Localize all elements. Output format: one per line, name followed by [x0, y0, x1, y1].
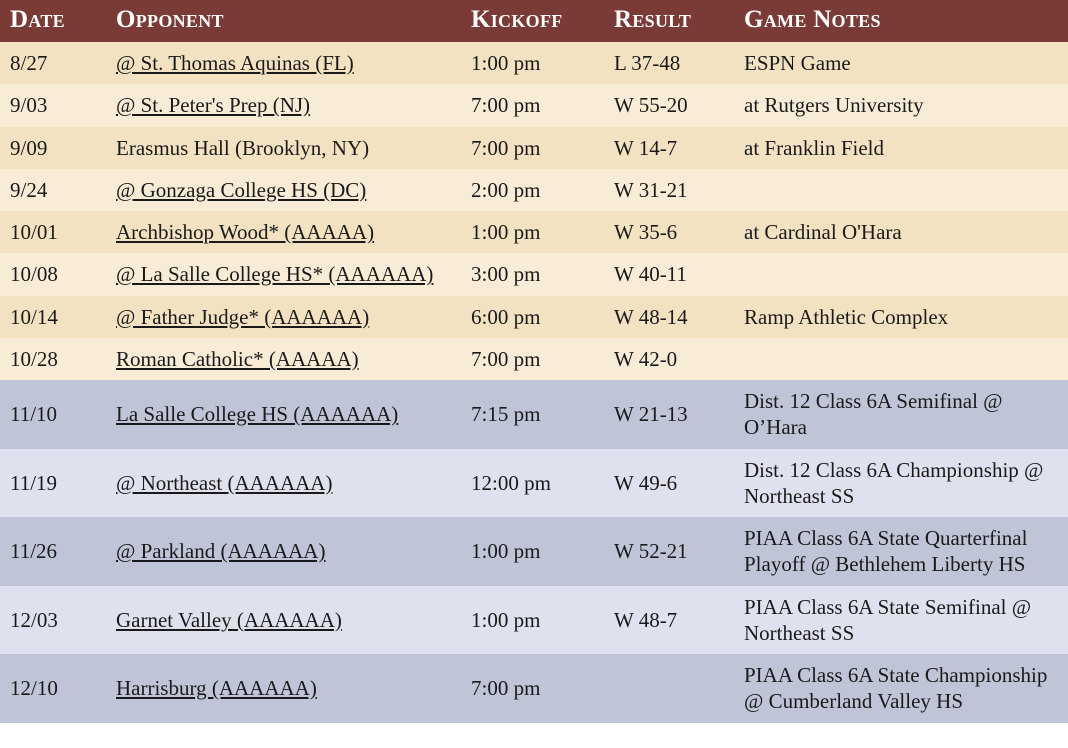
cell-opponent[interactable]: [106, 253, 461, 295]
cell-kickoff: 7:00 pm: [461, 127, 604, 169]
opponent-link[interactable]: @ Parkland (AAAAAA): [116, 539, 326, 564]
cell-date: 10/08: [0, 253, 106, 295]
cell-kickoff: 7:00 pm: [461, 654, 604, 723]
cell-game-notes: ESPN Game: [734, 42, 1068, 84]
cell-kickoff: 7:00 pm: [461, 338, 604, 380]
cell-kickoff: 1:00 pm: [461, 211, 604, 253]
cell-date: 11/26: [0, 517, 106, 586]
table-row: [0, 127, 1068, 169]
cell-date: 12/03: [0, 586, 106, 655]
table-row: [0, 169, 1068, 211]
cell-opponent[interactable]: [106, 296, 461, 338]
column-header-opponent: Opponent: [106, 0, 461, 42]
cell-date: 9/09: [0, 127, 106, 169]
cell-result: W 42-0: [604, 338, 734, 380]
cell-date: 11/19: [0, 449, 106, 518]
column-header-result: Result: [604, 0, 734, 42]
cell-game-notes: at Rutgers University: [734, 84, 1068, 126]
cell-game-notes: [734, 253, 1068, 295]
cell-game-notes: [734, 338, 1068, 380]
opponent-link[interactable]: Archbishop Wood* (AAAAA): [116, 220, 375, 244]
cell-kickoff: 1:00 pm: [461, 42, 604, 84]
cell-opponent[interactable]: [106, 380, 461, 449]
cell-kickoff: 7:00 pm: [461, 84, 604, 126]
cell-result: W 55-20: [604, 84, 734, 126]
cell-opponent[interactable]: [106, 449, 461, 518]
cell-date: 9/03: [0, 84, 106, 126]
cell-game-notes: [734, 169, 1068, 211]
cell-opponent[interactable]: [106, 654, 461, 723]
opponent-text: Erasmus Hall (Brooklyn, NY): [116, 135, 370, 160]
opponent-link[interactable]: La Salle College HS (AAAAAA): [116, 402, 399, 427]
cell-opponent[interactable]: [106, 211, 461, 253]
cell-game-notes: PIAA Class 6A State Quarterfinal Playoff @ Bethlehem Liberty HS: [734, 517, 1068, 586]
cell-kickoff: 1:00 pm: [461, 586, 604, 655]
cell-result: W 49-6: [604, 449, 734, 518]
cell-opponent[interactable]: [106, 517, 461, 586]
table-body: [0, 42, 1068, 723]
cell-kickoff: 3:00 pm: [461, 253, 604, 295]
table-row: [0, 253, 1068, 295]
column-header-date: Date: [0, 0, 106, 42]
table-row: [0, 296, 1068, 338]
cell-opponent[interactable]: [106, 42, 461, 84]
cell-date: 8/27: [0, 42, 106, 84]
cell-date: 10/01: [0, 211, 106, 253]
cell-game-notes: at Cardinal O'Hara: [734, 211, 1068, 253]
cell-result: W 21-13: [604, 380, 734, 449]
cell-result: W 52-21: [604, 517, 734, 586]
cell-game-notes: Dist. 12 Class 6A Championship @ Northeast SS: [734, 449, 1068, 518]
cell-kickoff: 12:00 pm: [461, 449, 604, 518]
opponent-link[interactable]: @ La Salle College HS* (AAAAAA): [116, 262, 434, 287]
cell-opponent[interactable]: [106, 338, 461, 380]
column-header-kickoff: Kickoff: [461, 0, 604, 42]
opponent-link[interactable]: @ Father Judge* (AAAAAA): [116, 304, 370, 329]
table-row: [0, 338, 1068, 380]
cell-game-notes: at Franklin Field: [734, 127, 1068, 169]
table-row: [0, 449, 1068, 518]
cell-date: 11/10: [0, 380, 106, 449]
cell-game-notes: PIAA Class 6A State Semifinal @ Northeast SS: [734, 586, 1068, 655]
cell-date: 10/14: [0, 296, 106, 338]
cell-date: 12/10: [0, 654, 106, 723]
cell-result: W 35-6: [604, 211, 734, 253]
opponent-link[interactable]: Garnet Valley (AAAAAA): [116, 607, 342, 632]
table-header-row: [0, 0, 1068, 42]
cell-opponent[interactable]: [106, 169, 461, 211]
table-row: [0, 517, 1068, 586]
opponent-link[interactable]: Roman Catholic* (AAAAA): [116, 346, 359, 371]
opponent-link[interactable]: @ St. Peter's Prep (NJ): [116, 93, 311, 118]
cell-result: W 31-21: [604, 169, 734, 211]
cell-game-notes: Dist. 12 Class 6A Semifinal @ O’Hara: [734, 380, 1068, 449]
cell-opponent[interactable]: [106, 84, 461, 126]
table-header: [0, 0, 1068, 42]
table-row: [0, 84, 1068, 126]
column-header-game-notes: Game Notes: [734, 0, 1068, 42]
cell-result: L 37-48: [604, 42, 734, 84]
table-row: [0, 380, 1068, 449]
cell-game-notes: PIAA Class 6A State Championship @ Cumberland Valley HS: [734, 654, 1068, 723]
cell-result: W 14-7: [604, 127, 734, 169]
cell-kickoff: 7:15 pm: [461, 380, 604, 449]
cell-date: 10/28: [0, 338, 106, 380]
opponent-link[interactable]: @ Gonzaga College HS (DC): [116, 177, 367, 202]
table-row: [0, 654, 1068, 723]
opponent-link[interactable]: Harrisburg (AAAAAA): [116, 676, 317, 701]
cell-kickoff: 2:00 pm: [461, 169, 604, 211]
cell-result: [604, 654, 734, 723]
cell-kickoff: 1:00 pm: [461, 517, 604, 586]
cell-game-notes: Ramp Athletic Complex: [734, 296, 1068, 338]
opponent-link[interactable]: @ St. Thomas Aquinas (FL): [116, 51, 354, 75]
cell-result: W 40-11: [604, 253, 734, 295]
cell-kickoff: 6:00 pm: [461, 296, 604, 338]
cell-opponent: [106, 127, 461, 169]
cell-result: W 48-7: [604, 586, 734, 655]
table-row: [0, 42, 1068, 84]
table-row: [0, 586, 1068, 655]
cell-result: W 48-14: [604, 296, 734, 338]
table-row: [0, 211, 1068, 253]
cell-date: 9/24: [0, 169, 106, 211]
opponent-link[interactable]: @ Northeast (AAAAAA): [116, 470, 333, 495]
cell-opponent[interactable]: [106, 586, 461, 655]
